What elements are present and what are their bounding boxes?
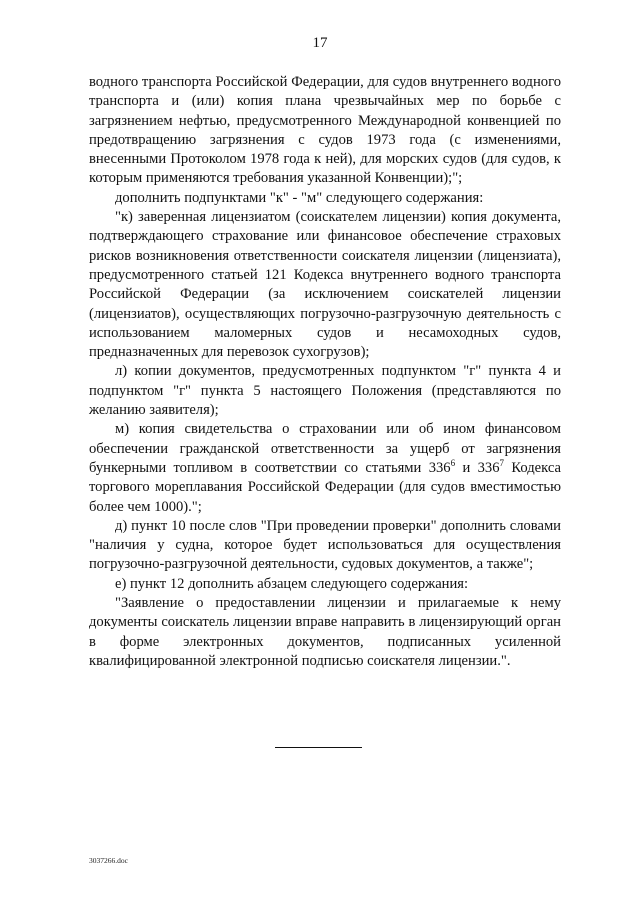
subpoint-m-text: м) копия свидетельства о страховании или об ином финансовом обеспечении гражданской ответственности за ущерб от загрязнения бункерными топливом в соответствии со статьями 336 — [89, 421, 561, 476]
paragraph-subpoint-k: "к) заверенная лицензиатом (соискателем лицензии) копия документа, подтверждающего страхование или финансовое обеспечение страховых рисков возникновения ответственности соискателя лицензии (лицензиата), предусмотренного статьей 121 Кодекса внутреннего водного транспорта Российской Федерации (за исключением соискателей лицензии (лицензиатов), осуществляющих погрузочно-разгрузочную деятельность с использованием маломерных судов и несамоходных судов, предназначенных для перевозок сухогрузов); — [89, 209, 561, 361]
paragraph-subpoint-l: л) копии документов, предусмотренных подпунктом "г" пункта 4 и подпунктом "г" пункта 5 настоящего Положения (представляются по желанию заявителя); — [89, 363, 561, 419]
paragraph-application-text: "Заявление о предоставлении лицензии и прилагаемые к нему документы соискатель лицензии вправе направить в лицензирующий орган в форме электронных документов, подписанных усиленной квалифицированной электронной подписью соискателя лицензии.". — [89, 595, 561, 669]
paragraph-continuation: водного транспорта Российской Федерации, для судов внутреннего водного транспорта и (или) копия плана чрезвычайных мер по борьбе с загрязнением нефтью, предусмотренного Международной конвенцией по предотвращению загрязнения с судов 1973 года (с изменениями, внесенными Протоколом 1978 года к ней), для морских судов (для судов, к которым применяются требования указанной Конвенции);"; — [89, 74, 561, 187]
subpoint-m-tail: Кодекса торгового мореплавания Российской Федерации (для судов вместимостью более чем 1000)."; — [89, 459, 562, 515]
section-divider-line — [275, 747, 362, 748]
document-file-name: 3037266.doc — [89, 856, 128, 865]
paragraph-point-12: е) пункт 12 дополнить абзацем следующего содержания: — [115, 575, 469, 592]
paragraph-subpoint-m — [89, 420, 561, 516]
article-superscript-7: 7 — [499, 457, 505, 468]
subpoint-m-mid: и 336 — [455, 459, 500, 476]
document-body — [89, 73, 561, 671]
paragraph-add-subpoints: дополнить подпунктами "к" - "м" следующего содержания: — [115, 189, 484, 206]
page-number: 17 — [312, 35, 328, 51]
paragraph-point-10: д) пункт 10 после слов "При проведении проверки" дополнить словами "наличия у судна, которое будет использоваться для осуществления погрузочно-разгрузочной деятельности, судовых документов, а также"; — [89, 517, 561, 573]
article-superscript-6: 6 — [450, 457, 456, 468]
